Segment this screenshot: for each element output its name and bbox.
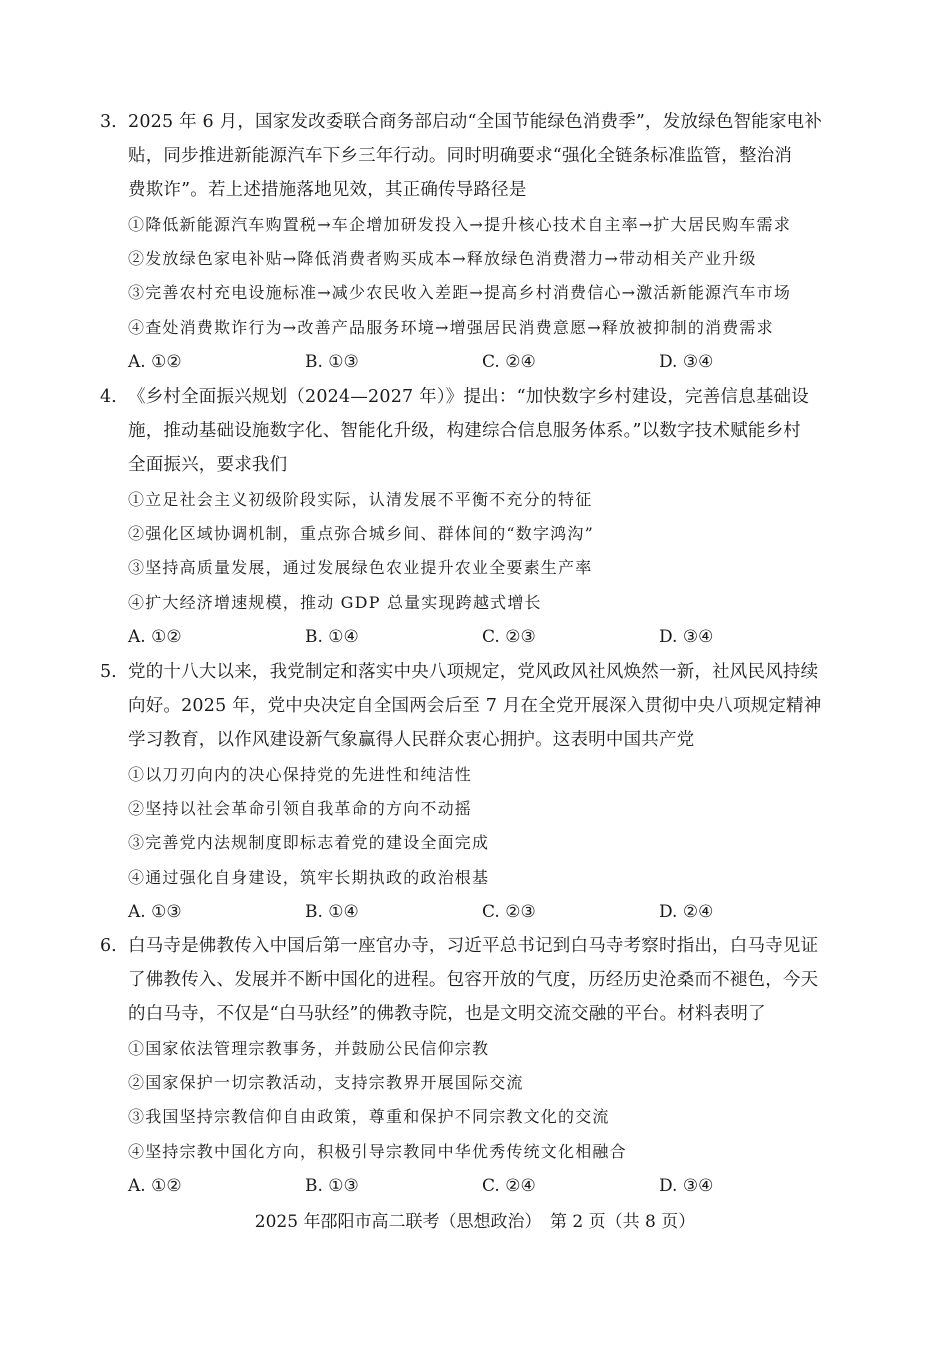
choice-b: B. ①③ (305, 1176, 359, 1196)
statement-option-3: ③我国坚持宗教信仰自由政策，尊重和保护不同宗教文化的交流 (128, 1107, 610, 1126)
statement-option-3: ③完善农村充电设施标准→减少农民收入差距→提高乡村消费信心→激活新能源汽车市场 (128, 283, 792, 302)
choice-b: B. ①③ (305, 352, 359, 372)
statement-option-4: ④通过强化自身建设，筑牢长期执政的政治根基 (128, 868, 490, 887)
question-number: 6. (100, 936, 117, 956)
statement-option-2: ②强化区域协调机制，重点弥合城乡间、群体间的“数字鸿沟” (128, 524, 594, 543)
choice-a: A. ①② (128, 352, 182, 372)
statement-option-3: ③坚持高质量发展，通过发展绿色农业提升农业全要素生产率 (128, 558, 593, 577)
choice-c: C. ②④ (482, 1176, 536, 1196)
statement-option-4: ④查处消费欺诈行为→改善产品服务环境→增强居民消费意愿→释放被抑制的消费需求 (128, 318, 774, 337)
choice-a: A. ①③ (128, 902, 182, 922)
choice-b: B. ①④ (305, 902, 359, 922)
choice-a: A. ①② (128, 1176, 182, 1196)
question-stem-line: 学习教育，以作风建设新气象赢得人民群众衷心拥护。这表明中国共产党 (128, 730, 695, 750)
page-footer: 2025 年邵阳市高二联考（思想政治） 第 2 页（共 8 页） (254, 1212, 696, 1232)
question-number: 4. (100, 387, 117, 407)
statement-option-3: ③完善党内法规制度即标志着党的建设全面完成 (128, 833, 490, 852)
question-number: 5. (100, 662, 117, 682)
answer-choices (128, 345, 848, 379)
statement-option-1: ①以刀刃向内的决心保持党的先进性和纯洁性 (128, 765, 473, 784)
question-stem-line: 费欺诈”。若上述措施落地见效，其正确传导路径是 (128, 180, 527, 200)
statement-option-2: ②坚持以社会革命引领自我革命的方向不动摇 (128, 799, 473, 818)
statement-option-1: ①降低新能源汽车购置税→车企增加研发投入→提升核心技术自主率→扩大居民购车需求 (128, 215, 792, 234)
choice-c: C. ②③ (482, 627, 536, 647)
choice-c: C. ②③ (482, 902, 536, 922)
question-number: 3. (100, 112, 117, 132)
choice-d: D. ③④ (659, 1176, 714, 1196)
choice-d: D. ②④ (659, 902, 714, 922)
question-stem-line: 向好。2025 年，党中央决定自全国两会后至 7 月在全党开展深入贯彻中央八项规定精神 (128, 696, 822, 716)
choice-a: A. ①② (128, 627, 182, 647)
choice-b: B. ①④ (305, 627, 359, 647)
answer-choices (128, 620, 848, 654)
question-stem-line: 了佛教传入、发展并不断中国化的进程。包容开放的气度，历经历史沧桑而不褪色，今天 (128, 970, 819, 990)
question-stem-line: 《乡村全面振兴规划（2024—2027 年）》提出：“加快数字乡村建设，完善信息基础设 (128, 387, 809, 407)
question-stem-line: 贴，同步推进新能源汽车下乡三年行动。同时明确要求“强化全链条标准监管，整治消 (128, 146, 793, 166)
statement-option-2: ②发放绿色家电补贴→降低消费者购买成本→释放绿色消费潜力→带动相关产业升级 (128, 249, 757, 268)
question-stem-line: 施，推动基础设施数字化、智能化升级，构建综合信息服务体系。”以数字技术赋能乡村 (128, 421, 801, 441)
question-stem-line: 白马寺是佛教传入中国后第一座官办寺，习近平总书记到白马寺考察时指出，白马寺见证 (128, 936, 819, 956)
answer-choices (128, 895, 848, 929)
choice-d: D. ③④ (659, 627, 714, 647)
statement-option-4: ④坚持宗教中国化方向，积极引导宗教同中华优秀传统文化相融合 (128, 1142, 627, 1161)
choice-c: C. ②④ (482, 352, 536, 372)
statement-option-4: ④扩大经济增速规模，推动 GDP 总量实现跨越式增长 (128, 593, 542, 612)
question-stem-line: 全面振兴，要求我们 (128, 455, 288, 475)
question-stem-line: 2025 年 6 月，国家发改委联合商务部启动“全国节能绿色消费季”，发放绿色智能家电补 (128, 112, 823, 132)
statement-option-1: ①国家依法管理宗教事务，并鼓励公民信仰宗教 (128, 1039, 490, 1058)
choice-d: D. ③④ (659, 352, 714, 372)
statement-option-1: ①立足社会主义初级阶段实际，认清发展不平衡不充分的特征 (128, 490, 593, 509)
statement-option-2: ②国家保护一切宗教活动，支持宗教界开展国际交流 (128, 1073, 524, 1092)
answer-choices (128, 1169, 848, 1203)
question-stem-line: 党的十八大以来，我党制定和落实中央八项规定，党风政风社风焕然一新，社风民风持续 (128, 662, 819, 682)
question-stem-line: 的白马寺，不仅是“白马驮经”的佛教寺院，也是文明交流交融的平台。材料表明了 (128, 1004, 766, 1024)
